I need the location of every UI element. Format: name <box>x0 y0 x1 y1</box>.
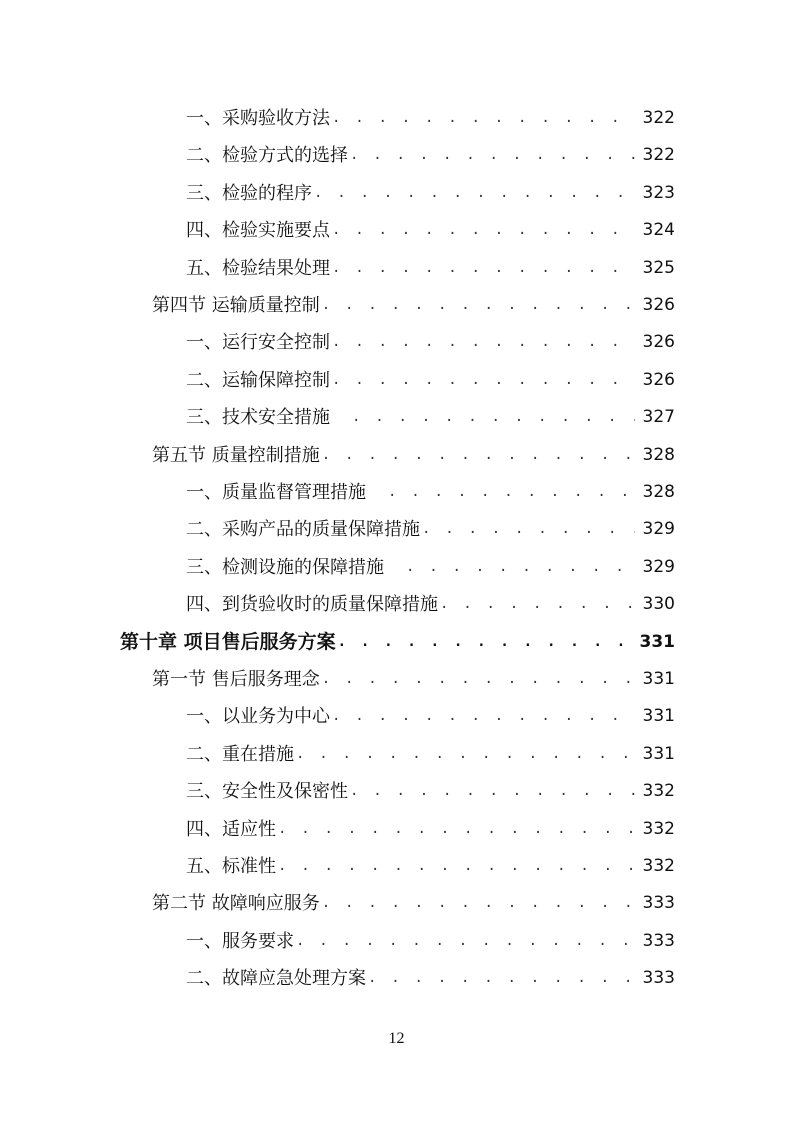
toc-entry[interactable] <box>0 287 675 324</box>
toc-entry-page: 327 <box>642 407 675 428</box>
toc-entry[interactable] <box>0 137 675 174</box>
toc-dot-leader <box>350 137 635 174</box>
toc-dot-leader <box>368 960 635 997</box>
toc-entry[interactable] <box>0 250 675 287</box>
toc-entry-title: 二、重在措施 <box>186 743 294 765</box>
toc-entry-page: 333 <box>642 893 675 914</box>
toc-dot-leader <box>350 773 635 810</box>
toc-entry[interactable] <box>0 100 675 137</box>
toc-entry-page: 325 <box>642 257 675 278</box>
page-number: 12 <box>388 1030 405 1047</box>
toc-entry-title: 三、安全性及保密性 <box>186 781 348 803</box>
toc-entry-title: 第十章 项目售后服务方案 <box>120 630 336 653</box>
toc-entry-page: 331 <box>642 669 675 689</box>
toc-entry-page: 326 <box>642 295 675 315</box>
toc-dot-leader <box>314 175 635 212</box>
toc-entry-page: 326 <box>642 369 675 390</box>
toc-entry[interactable] <box>0 474 675 511</box>
toc-dot-leader <box>352 399 635 436</box>
toc-dot-leader <box>406 549 635 586</box>
toc-entry-title: 二、检验方式的选择 <box>186 145 348 167</box>
toc-dot-leader <box>322 885 635 922</box>
toc-entry-title: 第五节 质量控制措施 <box>152 444 320 466</box>
toc-entry-page: 326 <box>642 332 675 353</box>
toc-entry[interactable] <box>0 848 675 885</box>
toc-entry-title: 五、检验结果处理 <box>186 257 330 279</box>
toc-dot-leader <box>322 661 635 698</box>
toc-entry-title: 一、采购验收方法 <box>186 108 330 129</box>
toc-entry-title: 五、标准性 <box>186 856 276 877</box>
toc-entry[interactable] <box>0 324 675 361</box>
toc-dot-leader <box>388 474 635 511</box>
toc-entry-page: 331 <box>642 743 675 764</box>
toc-entry[interactable] <box>0 511 675 548</box>
toc-entry-page: 333 <box>642 930 675 951</box>
toc-entry[interactable] <box>0 661 675 698</box>
toc-dot-leader <box>422 511 635 548</box>
toc-entry[interactable] <box>0 773 675 810</box>
toc-entry[interactable] <box>0 437 675 474</box>
toc-dot-leader <box>332 324 635 361</box>
toc-entry[interactable] <box>0 549 675 586</box>
toc-dot-leader <box>440 586 635 623</box>
toc-entry-title: 三、检验的程序 <box>186 182 312 204</box>
toc-dot-leader <box>332 212 635 249</box>
toc-dot-leader <box>296 736 635 773</box>
toc-dot-leader <box>278 811 635 848</box>
toc-entry[interactable] <box>0 586 675 623</box>
toc-entry[interactable] <box>0 362 675 399</box>
toc-dot-leader <box>296 923 635 960</box>
toc-dot-leader <box>332 362 635 399</box>
toc-entry-title: 一、服务要求 <box>186 930 294 952</box>
toc-entry[interactable] <box>0 885 675 922</box>
toc-entry-title: 一、以业务为中心 <box>186 706 330 728</box>
toc-entry-title: 四、到货验收时的质量保障措施 <box>186 594 438 616</box>
toc-dot-leader <box>332 698 635 735</box>
toc-entry-page: 330 <box>642 594 675 615</box>
toc-entry-page: 328 <box>642 444 675 465</box>
toc-entry-page: 322 <box>642 145 675 166</box>
toc-dot-leader <box>322 287 635 324</box>
toc-dot-leader <box>338 624 632 661</box>
toc-entry-page: 332 <box>642 818 675 839</box>
toc-entry-page: 331 <box>642 706 675 727</box>
toc-entry[interactable] <box>0 736 675 773</box>
toc-entry-page: 329 <box>642 519 675 540</box>
toc-dot-leader <box>332 100 635 137</box>
toc-entry-page: 322 <box>642 108 675 128</box>
toc-entry-page: 323 <box>642 182 675 203</box>
toc-entry-title: 二、运输保障控制 <box>186 369 330 391</box>
toc-entry-page: 328 <box>642 482 675 502</box>
toc-entry[interactable] <box>0 175 675 212</box>
toc-entry-title: 三、检测设施的保障措施 <box>186 556 384 578</box>
toc-entry[interactable] <box>0 698 675 735</box>
toc-entry-title: 四、检验实施要点 <box>186 220 330 242</box>
toc-dot-leader <box>278 848 635 885</box>
toc-entry-page: 332 <box>642 781 675 802</box>
toc-dot-leader <box>322 437 635 474</box>
toc-entry[interactable] <box>0 960 675 997</box>
toc-entry-page: 332 <box>642 856 675 876</box>
toc-entry-title: 三、技术安全措施 <box>186 407 330 429</box>
toc-entry-title: 四、适应性 <box>186 818 276 840</box>
toc-entry-title: 二、故障应急处理方案 <box>186 968 366 990</box>
toc-entry-title: 第二节 故障响应服务 <box>152 893 320 915</box>
toc-entry-title: 一、质量监督管理措施 <box>186 482 366 503</box>
toc-entry-page: 324 <box>642 220 675 241</box>
toc-entry[interactable] <box>0 212 675 249</box>
toc-entry[interactable] <box>0 923 675 960</box>
toc-entry-title: 二、采购产品的质量保障措施 <box>186 519 420 541</box>
toc-entry-title: 一、运行安全控制 <box>186 332 330 354</box>
toc-dot-leader <box>332 250 635 287</box>
toc-entry-title: 第一节 售后服务理念 <box>152 669 320 690</box>
toc-entry-page: 331 <box>639 631 675 652</box>
toc-entry-title: 第四节 运输质量控制 <box>152 295 320 316</box>
toc-entry-page: 329 <box>642 556 675 577</box>
toc-entry[interactable] <box>0 811 675 848</box>
toc-entry-page: 333 <box>642 968 675 989</box>
toc-entry[interactable] <box>0 624 675 661</box>
toc-entry[interactable] <box>0 399 675 436</box>
